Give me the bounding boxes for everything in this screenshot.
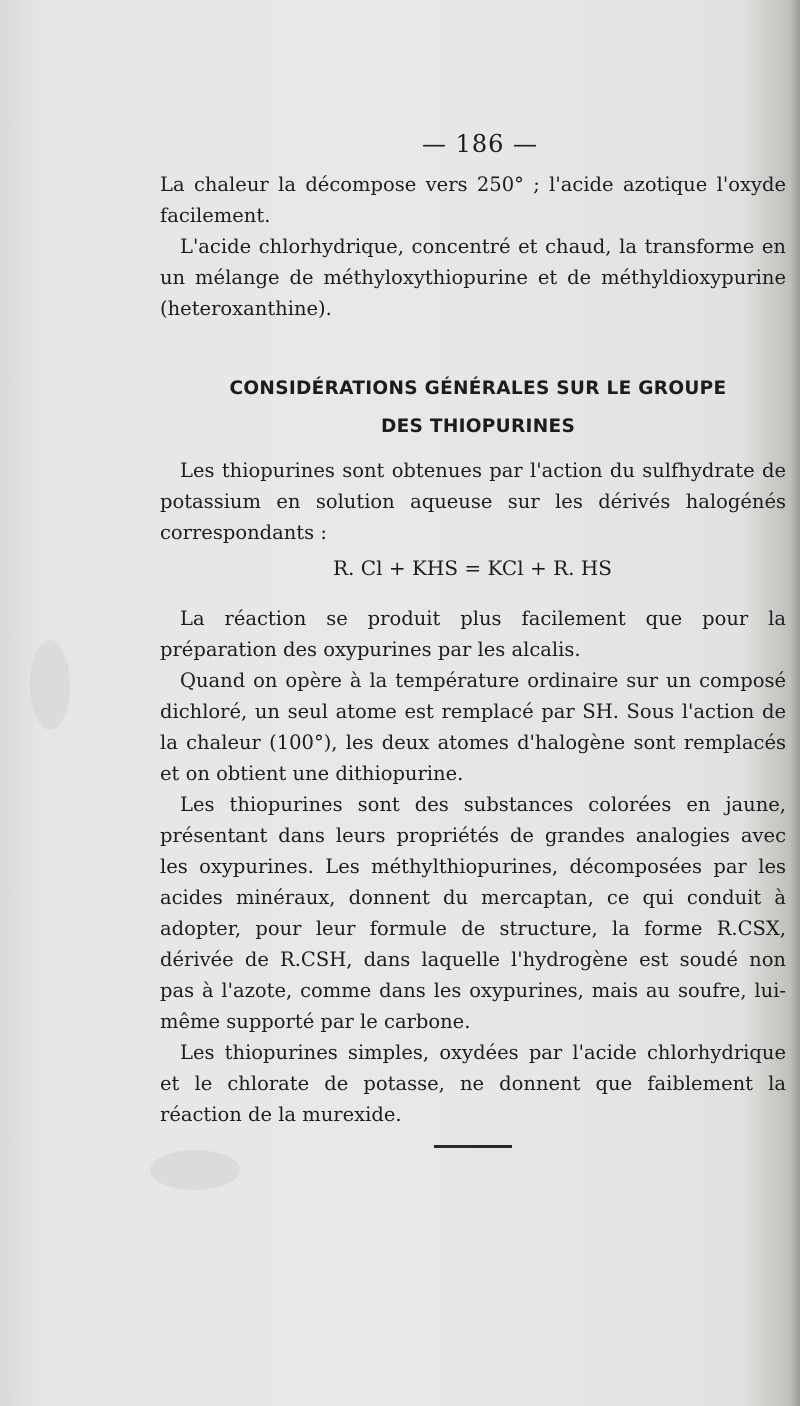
paragraph-properties: Les thiopurines sont des substances colorées en jaune, présentant dans leurs propriétés de grandes analogies avec les oxypurines. Les méthylthiopurines, décomposées par les acides minéraux, donnent du mercaptan, ce qui conduit à adopter, pour leur formule de structure, la forme R.CSX, dérivée de R.CSH, dans laquelle l'hydrogène est soudé non pas à l'azote, comme dans les oxypurines, mais au soufre, lui-même supporté par le carbone. — [160, 793, 786, 1033]
paragraph-hydrochloric-acid: L'acide chlorhydrique, concentré et chaud, la transforme en un mélange de méthyloxythiopurine et de méthyldioxypurine (heteroxanthine). — [160, 235, 786, 320]
paragraph-murexide: Les thiopurines simples, oxydées par l'acide chlorhydrique et le chlorate de potasse, ne donnent que faiblement la réaction de la murexide. — [160, 1041, 786, 1126]
page-number: — 186 — — [421, 130, 539, 158]
body-text-a — [160, 455, 786, 548]
paragraph-reaction: La réaction se produit plus facilement que pour la préparation des oxypurines par les alcalis. — [160, 607, 786, 661]
section-heading-line-1: CONSIDÉRATIONS GÉNÉRALES SUR LE GROUPE — [229, 378, 727, 399]
end-rule — [434, 1145, 512, 1148]
paper-stain — [150, 1150, 240, 1190]
paragraph-preparation: Les thiopurines sont obtenues par l'action du sulfhydrate de potassium en solution aqueuse sur les dérivés halogénés correspondants : — [160, 459, 786, 544]
section-heading — [160, 370, 796, 446]
chemical-equation: R. Cl + KHS = KCl + R. HS — [333, 556, 612, 580]
paragraph-decomposition: La chaleur la décompose vers 250° ; l'acide azotique l'oxyde facilement. — [160, 173, 786, 227]
intro-text — [160, 169, 786, 324]
paper-stain — [30, 640, 70, 730]
body-text-b — [160, 603, 786, 1130]
paragraph-temperature: Quand on opère à la température ordinaire sur un composé dichloré, un seul atome est remplacé par SH. Sous l'action de la chaleur (100°), les deux atomes d'halogène sont remplacés et on obtient une dithiopurine. — [160, 669, 786, 785]
section-heading-line-2: DES THIOPURINES — [380, 416, 576, 437]
